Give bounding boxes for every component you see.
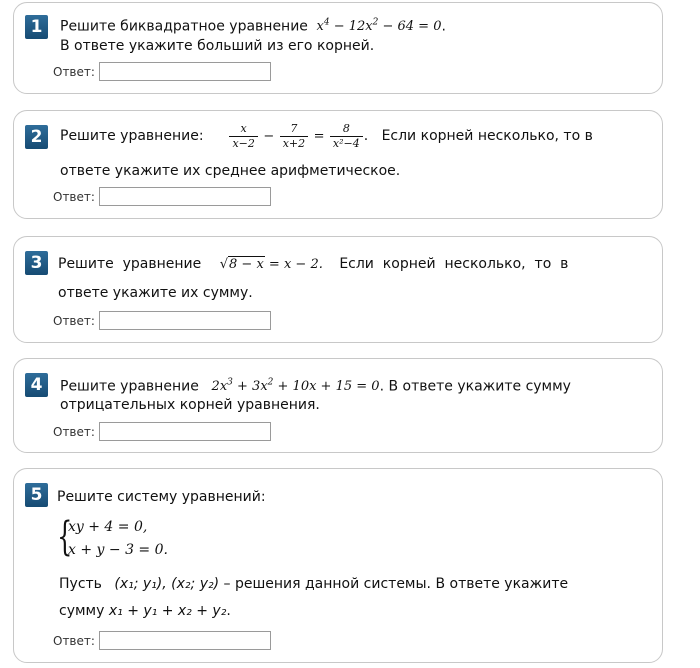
- task-suffix: . В ответе укажите сумму: [379, 378, 571, 395]
- answer-input[interactable]: [99, 631, 271, 650]
- task-card-1: [13, 2, 663, 94]
- answer-label: Ответ:: [53, 425, 95, 439]
- task-text-line-2: отрицательных корней уравнения.: [60, 397, 320, 413]
- answer-input[interactable]: [99, 422, 271, 441]
- task-prompt: сумму: [59, 603, 105, 619]
- fraction: $\frac{7}{x+2}$: [280, 122, 308, 151]
- task-card-3: [13, 236, 663, 343]
- task-card-5: [13, 468, 663, 663]
- fraction: $\frac{8}{\text{x²−4}}$: [330, 122, 363, 151]
- answer-input[interactable]: [99, 311, 271, 330]
- period: .: [441, 18, 446, 35]
- task-number-badge: 5: [25, 483, 48, 507]
- task-prompt: Пусть: [59, 576, 102, 592]
- task-card-4: [13, 358, 663, 453]
- task-text-line-1: [60, 374, 571, 396]
- task-text-line-4: [59, 602, 231, 620]
- task-number-badge: 1: [25, 15, 48, 39]
- task-suffix: . Если корней несколько, то в: [363, 128, 593, 144]
- task-text-line-1: [60, 14, 446, 36]
- task-text-line-1: Решите уравнение: $\frac{x}{x-2}$ − $\frac{7}{x+2}$ = $\frac{8}{\text{x²−4}}$ . Если корней несколько, то в: [60, 121, 593, 150]
- solution-pairs: (x₁; y₁), (x₂; y₂): [114, 576, 220, 592]
- answer-label: Ответ:: [53, 65, 95, 79]
- answer-label: Ответ:: [53, 634, 95, 648]
- task-text-line-2: В ответе укажите больший из его корней.: [60, 38, 375, 54]
- task-text-line-2: ответе укажите их среднее арифметическое.: [60, 163, 401, 179]
- system-brace: {: [57, 514, 73, 560]
- task-card-2: [13, 110, 663, 219]
- task-text-line-1: Решите систему уравнений:: [57, 489, 266, 505]
- task-prompt: Решите уравнение:: [60, 128, 204, 144]
- answer-input[interactable]: [99, 187, 271, 206]
- system-equation-2: x + y − 3 = 0.: [68, 542, 168, 558]
- task-prompt: Решите биквадратное уравнение: [60, 18, 308, 35]
- task-text-line-1: [58, 255, 568, 274]
- sum-expression: x₁ + y₁ + x₂ + y₂: [108, 603, 227, 619]
- period: .: [226, 603, 231, 619]
- task-number-badge: 4: [25, 373, 48, 397]
- answer-label: Ответ:: [53, 190, 95, 204]
- task-text-line-2: ответе укажите их сумму.: [58, 285, 253, 301]
- task-prompt: Решите уравнение: [60, 378, 199, 395]
- task-suffix: – решения данной системы. В ответе укажите: [219, 576, 569, 592]
- task-number-badge: 2: [25, 125, 48, 149]
- radicand: 8 − x: [229, 257, 264, 272]
- answer-label: Ответ:: [53, 314, 95, 328]
- equation: $x^4 - 12x^2 - 64 = 0$: [312, 18, 442, 35]
- system-equation-1: xy + 4 = 0,: [68, 519, 148, 535]
- answer-input[interactable]: [99, 62, 271, 81]
- task-suffix: Если корней несколько, то в: [339, 256, 569, 272]
- equation-rhs: = x − 2.: [264, 257, 323, 272]
- equation: $2x^3 + 3x^2 + 10x + 15 = 0$: [203, 378, 380, 395]
- sqrt-sign: √: [219, 257, 229, 272]
- task-number-badge: 3: [25, 251, 48, 275]
- task-text-line-3: [59, 575, 568, 593]
- task-prompt: Решите уравнение: [58, 256, 202, 272]
- fraction: $\frac{x}{x-2}$: [229, 122, 257, 151]
